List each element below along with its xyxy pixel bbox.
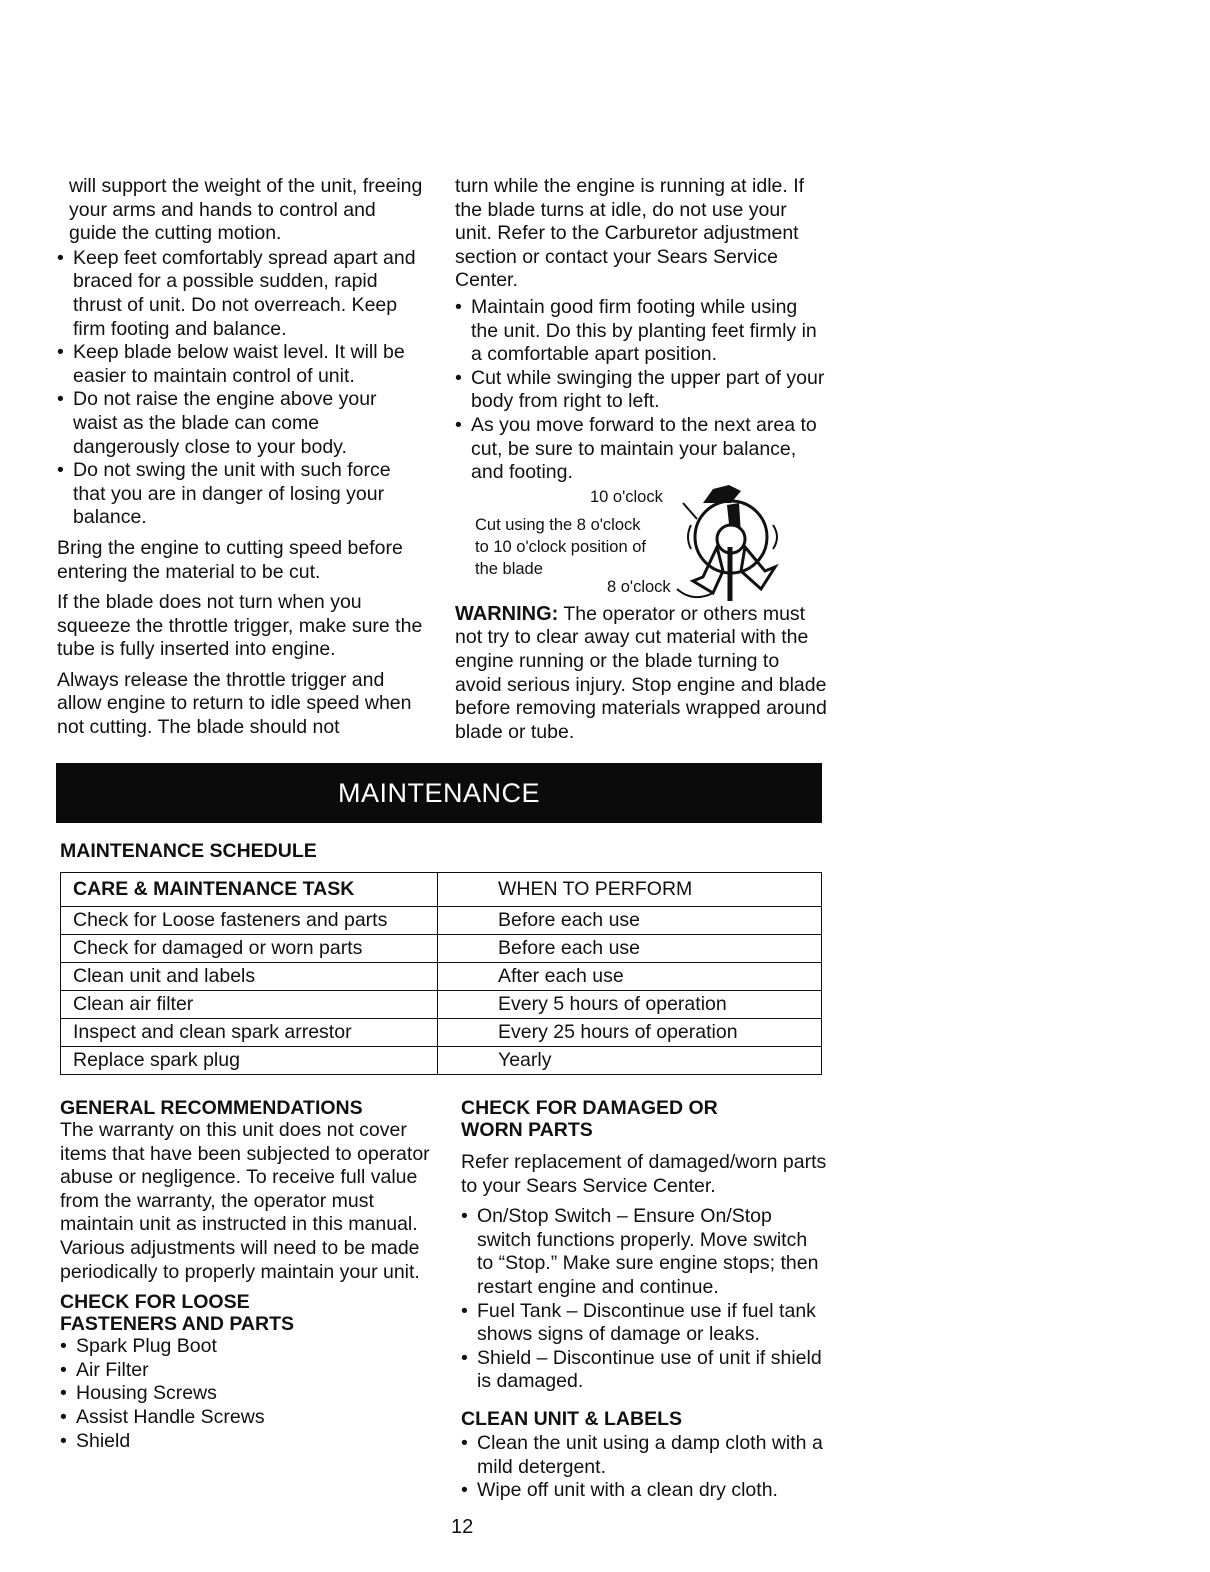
list-item: • Housing Screws: [60, 1382, 430, 1406]
when-column-header: WHEN TO PERFORM: [438, 873, 822, 907]
general-recommendations-text: The warranty on this unit does not cover items that have been subjected to operator abuse or negligence. To receive full value from the warranty, the operator must maintain unit as instructed in this manual. Various adjustments will need to be made periodically to properly maintain your unit.: [60, 1119, 430, 1283]
loose-parts-list: [60, 1335, 430, 1453]
when-cell: Every 25 hours of operation: [438, 1019, 822, 1047]
task-cell: Replace spark plug: [61, 1047, 438, 1075]
when-cell: Before each use: [438, 935, 822, 963]
left-column-top: [57, 175, 425, 747]
list-item: • On/Stop Switch – Ensure On/Stop switch functions properly. Move switch to “Stop.” Make sure engine stops; then restart engine and continue.: [461, 1205, 827, 1299]
clean-unit-list: [461, 1432, 827, 1503]
list-item: • Do not swing the unit with such force that you are in danger of losing your balance.: [57, 459, 425, 530]
when-cell: Before each use: [438, 907, 822, 935]
clean-unit-heading: CLEAN UNIT & LABELS: [461, 1407, 682, 1430]
trimmer-blade-icon: [673, 485, 793, 603]
table-row: [61, 1019, 822, 1047]
diagram-caption-line: the blade: [475, 559, 543, 578]
diagram-caption-line: Cut using the 8 o'clock: [475, 515, 641, 534]
continued-paragraph: will support the weight of the unit, freeing your arms and hands to control and guide the cutting motion.: [69, 175, 423, 245]
task-column-header: CARE & MAINTENANCE TASK: [61, 873, 438, 907]
list-item: • Keep feet comfortably spread apart and braced for a possible sudden, rapid thrust of unit. Do not overreach. Keep firm footing and balance.: [57, 247, 425, 341]
task-cell: Check for damaged or worn parts: [61, 935, 438, 963]
diagram-caption-line: to 10 o'clock position of: [475, 537, 647, 556]
damaged-parts-list: [461, 1205, 827, 1394]
footing-bullet-list: [455, 296, 827, 485]
table-row: [61, 991, 822, 1019]
check-loose-heading: FASTENERS AND PARTS: [60, 1313, 295, 1336]
check-damaged-heading: WORN PARTS: [461, 1119, 593, 1141]
continued-paragraph: turn while the engine is running at idle. If the blade turns at idle, do not use your unit. Refer to the Carburetor adjustment section or contact your Sears Service Center.: [455, 175, 805, 292]
when-cell: Yearly: [438, 1047, 822, 1075]
damaged-parts-text: Refer replacement of damaged/worn parts to your Sears Service Center.: [461, 1151, 827, 1197]
ten-oclock-label: 10 o'clock: [590, 487, 663, 506]
table-row: [61, 1047, 822, 1075]
warning-paragraph: [455, 603, 827, 745]
task-cell: Check for Loose fasteners and parts: [61, 907, 438, 935]
warning-label: WARNING:: [455, 602, 559, 625]
list-item: • As you move forward to the next area to cut, be sure to maintain your balance, and footing.: [455, 414, 827, 485]
check-damaged-heading: CHECK FOR DAMAGED OR: [461, 1097, 718, 1119]
general-recommendations-heading: GENERAL RECOMMENDATIONS: [60, 1097, 363, 1119]
list-item: • Shield: [60, 1430, 430, 1454]
release-trigger-paragraph: Always release the throttle trigger and allow engine to return to idle speed when not cutting. The blade should not: [57, 668, 412, 739]
list-item: • Do not raise the engine above your waist as the blade can come dangerously close to your body.: [57, 388, 425, 459]
blade-not-turning-paragraph: If the blade does not turn when you squeeze the throttle trigger, make sure the tube is fully inserted into engine.: [57, 591, 423, 661]
list-item: • Air Filter: [60, 1359, 430, 1383]
task-cell: Clean unit and labels: [61, 963, 438, 991]
table-row: [61, 963, 822, 991]
right-column-bottom: [461, 1097, 827, 1510]
list-item: • Cut while swinging the upper part of your body from right to left.: [455, 367, 827, 414]
task-cell: Inspect and clean spark arrestor: [61, 1019, 438, 1047]
blade-position-diagram: [455, 485, 827, 605]
list-item: • Assist Handle Screws: [60, 1406, 430, 1430]
table-row: [61, 907, 822, 935]
task-cell: Clean air filter: [61, 991, 438, 1019]
maintenance-schedule-table: [60, 872, 822, 1075]
list-item: • Wipe off unit with a clean dry cloth.: [461, 1479, 827, 1503]
safety-bullet-list: [57, 247, 425, 530]
table-row: [61, 935, 822, 963]
list-item: • Clean the unit using a damp cloth with a mild detergent.: [461, 1432, 827, 1479]
maintenance-banner: MAINTENANCE: [56, 763, 822, 823]
eight-oclock-label: 8 o'clock: [607, 577, 671, 596]
when-cell: After each use: [438, 963, 822, 991]
list-item: • Shield – Discontinue use of unit if shield is damaged.: [461, 1347, 827, 1394]
when-cell: Every 5 hours of operation: [438, 991, 822, 1019]
cutting-speed-paragraph: Bring the engine to cutting speed before entering the material to be cut.: [57, 536, 403, 583]
list-item: • Spark Plug Boot: [60, 1335, 430, 1359]
maintenance-schedule-title: MAINTENANCE SCHEDULE: [60, 840, 317, 862]
page-number: 12: [451, 1516, 474, 1538]
list-item: • Fuel Tank – Discontinue use if fuel tank shows signs of damage or leaks.: [461, 1300, 827, 1347]
right-column-top: [455, 175, 827, 751]
list-item: • Maintain good firm footing while using the unit. Do this by planting feet firmly in a comfortable apart position.: [455, 296, 827, 367]
warning-text: The operator or others must not try to clear away cut material with the engine running or the blade turning to avoid serious injury. Stop engine and blade before removing materials wrapped around blade or tube.: [455, 602, 827, 743]
check-loose-heading: CHECK FOR LOOSE: [60, 1291, 250, 1314]
list-item: • Keep blade below waist level. It will be easier to maintain control of unit.: [57, 341, 425, 388]
left-column-bottom: [60, 1097, 430, 1460]
table-header-row: [61, 873, 822, 907]
